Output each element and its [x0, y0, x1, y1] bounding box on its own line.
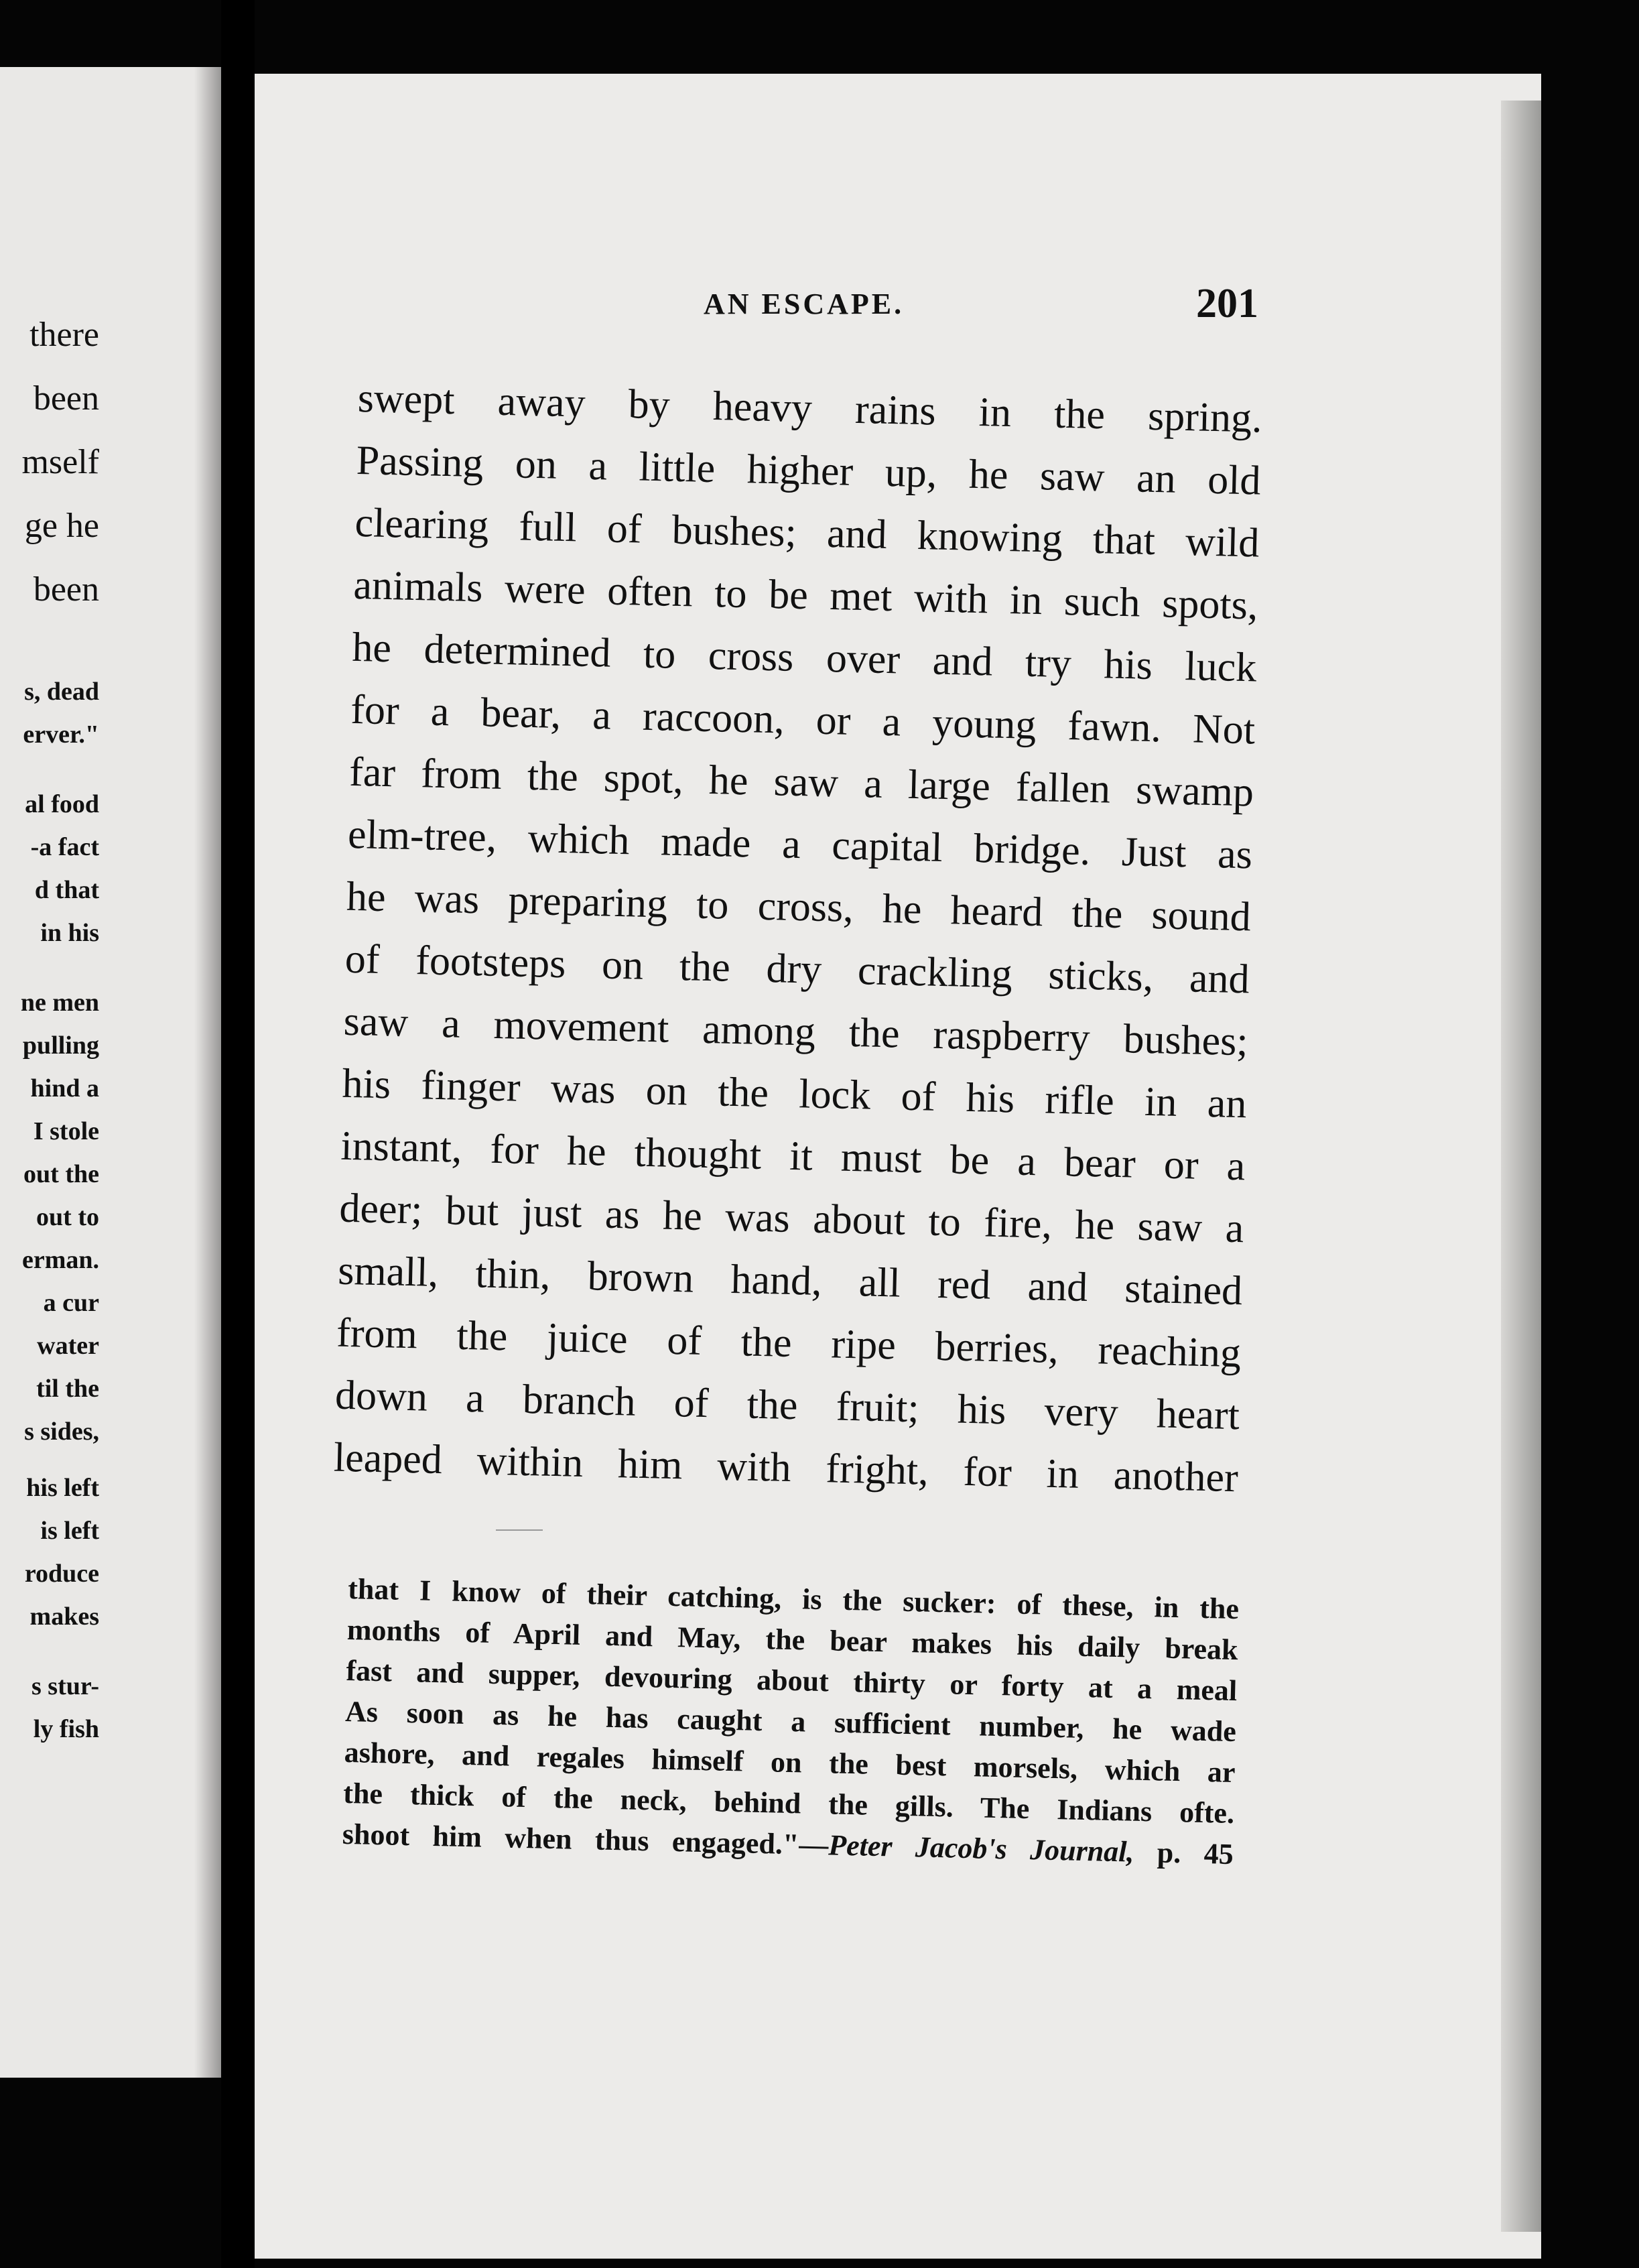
left-page-fragment: I stole — [33, 1117, 99, 1145]
page-number: 201 — [1196, 281, 1258, 326]
left-page-fragment: hind a — [30, 1074, 99, 1102]
left-page-fragment: water — [37, 1332, 99, 1360]
left-page-fragment: makes — [29, 1602, 99, 1631]
body-line: from the juice of the ripe berries, reaching — [336, 1310, 1242, 1377]
left-page-fragment: out to — [36, 1203, 99, 1231]
left-page-fragment: erman. — [21, 1246, 99, 1274]
left-page-fragment: is left — [40, 1517, 99, 1545]
left-page-fragment: in his — [40, 919, 99, 947]
body-line: swept away by heavy rains in the spring. — [357, 375, 1263, 442]
left-page-fragment: there — [29, 316, 99, 354]
left-page — [0, 67, 221, 2078]
footnote-line: As soon as he has caught a sufficient number, he wade — [344, 1694, 1237, 1749]
left-page-fragment: a cur — [43, 1289, 99, 1317]
left-page-fragment: been — [33, 379, 99, 418]
page-edge-shadow — [1501, 101, 1541, 2232]
left-page-fragment: al food — [25, 790, 99, 818]
body-line: elm-tree, which made a capital bridge. Just as — [347, 811, 1253, 878]
footnote-line: shoot him when thus engaged."— — [342, 1817, 829, 1862]
running-head: AN ESCAPE. — [704, 288, 905, 320]
footnote-citation-page: p. 45 — [1133, 1835, 1234, 1871]
left-page-fragment: pulling — [22, 1031, 99, 1060]
left-page-fragment: erver." — [23, 720, 99, 749]
footnote-citation: Peter Jacob's Journal, — [828, 1828, 1135, 1869]
left-page-fragment: roduce — [24, 1560, 99, 1588]
left-page-fragment: til the — [36, 1375, 99, 1403]
body-text — [333, 367, 1263, 1509]
body-line: he was preparing to cross, he heard the sound — [346, 873, 1252, 940]
body-line: leaped within him with fright, for in another — [333, 1434, 1239, 1501]
left-page-fragment: ne men — [20, 989, 99, 1017]
footnote-line: months of April and May, the bear makes his daily break — [346, 1613, 1239, 1667]
body-line: of footsteps on the dry crackling sticks, and — [344, 936, 1250, 1003]
footnote-separator — [496, 1529, 543, 1531]
body-line: animals were often to be met with in such spots, — [352, 562, 1259, 629]
body-line: down a branch of the fruit; his very heart — [334, 1372, 1240, 1439]
body-line: instant, for he thought it must be a bear or a — [340, 1123, 1246, 1190]
left-page-fragment: -a fact — [30, 833, 99, 861]
left-page-fragment: ge he — [24, 507, 99, 545]
left-page-fragment: s, dead — [24, 678, 99, 706]
footnote — [342, 1568, 1239, 1875]
left-page-fragment: out the — [23, 1160, 99, 1188]
left-page-fragment: s stur- — [31, 1672, 99, 1700]
book-spine — [221, 0, 255, 2268]
left-page-fragment: s sides, — [24, 1418, 99, 1446]
footnote-line: fast and supper, devouring about thirty or forty at a meal — [345, 1653, 1238, 1708]
body-line: small, thin, brown hand, all red and stained — [337, 1247, 1243, 1314]
body-line: saw a movement among the raspberry bushes; — [343, 998, 1249, 1065]
footnote-line: that I know of their catching, is the sucker: of these, in the — [347, 1572, 1240, 1626]
left-page-fragment: mself — [21, 443, 99, 481]
left-page-fragment: been — [33, 570, 99, 609]
footnote-line: the thick of the neck, behind the gills. The Indians ofte. — [342, 1776, 1235, 1830]
left-page-fragment: his left — [26, 1474, 99, 1502]
body-line: deer; but just as he was about to fire, he saw a — [338, 1185, 1244, 1252]
body-line: for a bear, a raccoon, or a young fawn. Not — [350, 686, 1256, 753]
footnote-line: ashore, and regales himself on the best morsels, which ar — [344, 1735, 1236, 1789]
body-line: his finger was on the lock of his rifle in an — [341, 1060, 1248, 1127]
body-line: clearing full of bushes; and knowing that wild — [354, 499, 1260, 566]
gutter-shadow — [194, 67, 221, 2078]
left-page-fragment: d that — [34, 876, 99, 904]
body-line: he determined to cross over and try his luck — [351, 624, 1257, 691]
left-page-fragment: ly fish — [33, 1715, 99, 1743]
body-line: far from the spot, he saw a large fallen swamp — [348, 749, 1254, 816]
body-line: Passing on a little higher up, he saw an old — [356, 437, 1262, 504]
